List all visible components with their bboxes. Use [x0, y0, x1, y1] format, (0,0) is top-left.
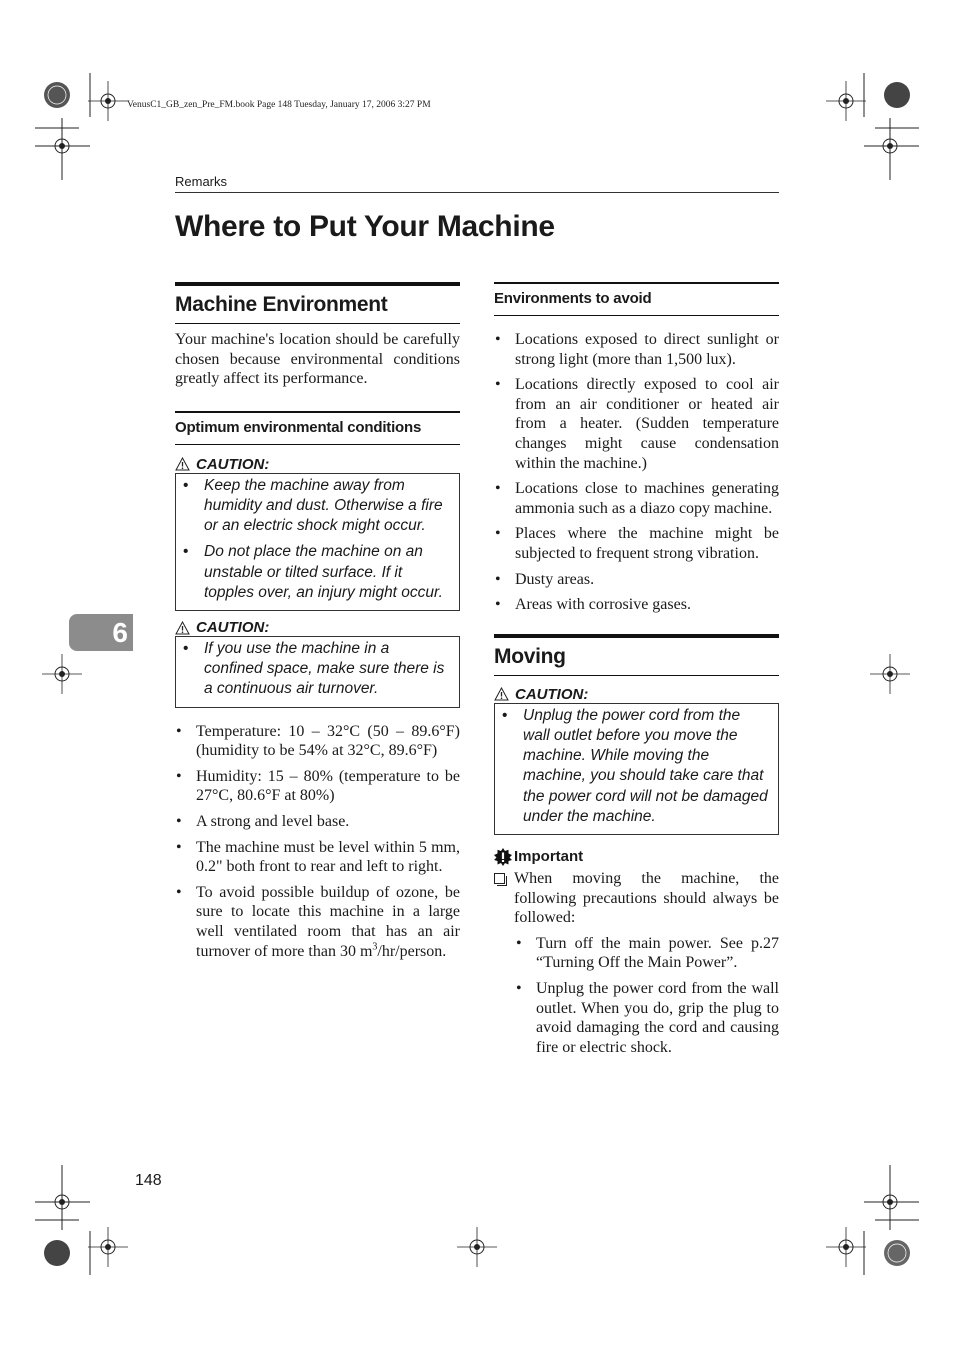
list-item: • The machine must be level within 5 mm, 0.2" both front to rear and left to right. [175, 838, 460, 877]
caution-item: • If you use the machine in a confined space, make sure there is a continuous air turnover. [181, 639, 451, 700]
caution-heading-2 [175, 619, 460, 636]
crosshair-mark [826, 81, 866, 121]
important-badge-icon [494, 848, 512, 866]
optimum-conditions-heading: Optimum environmental conditions [175, 411, 460, 445]
warning-triangle-icon [175, 621, 190, 635]
left-column [175, 282, 460, 967]
caution-heading-1 [175, 456, 460, 473]
page-title: Where to Put Your Machine [175, 210, 555, 243]
avoid-list [494, 330, 779, 615]
crosshair-mark [42, 1182, 82, 1222]
caution-box-3 [494, 703, 779, 835]
important-label: Important [514, 848, 584, 866]
file-stamp: VenusC1_GB_zen_Pre_FM.book Page 148 Tuesday, January 17, 2006 3:27 PM [127, 100, 431, 110]
precautions-list [514, 934, 779, 1058]
crosshair-mark [42, 126, 82, 166]
list-item-text: To avoid possible buildup of ozone, be sure to locate this machine in a large well ventilated room that has an air turnover of more than 30 m [196, 883, 460, 960]
caution-box-1 [175, 473, 460, 611]
intro-paragraph: Your machine's location should be carefully chosen because environmental conditions greatly affect its performance. [175, 331, 460, 388]
crosshair-mark [826, 1227, 866, 1267]
page-number: 148 [135, 1172, 162, 1189]
list-item: • Turn off the main power. See p.27 “Turning Off the Main Power”. [514, 934, 779, 973]
list-item: • Areas with corrosive gases. [494, 595, 779, 615]
warning-triangle-icon [175, 457, 190, 471]
important-item [494, 869, 779, 928]
list-item: • Humidity: 15 – 80% (temperature to be 27°C, 80.6°F at 80%) [175, 767, 460, 806]
caution-heading-3 [494, 686, 779, 703]
caution-item: • Unplug the power cord from the wall outlet before you move the machine. While moving the machine, you should take care that the power cord will not be damaged under the machine. [500, 706, 770, 827]
crosshair-mark [870, 126, 910, 166]
list-item-tail: /hr/person. [377, 942, 447, 960]
list-item: • Locations directly exposed to cool air from an air conditioner or heated air from a heater. (Sudden temperature changes might cause condensation within the machine.) [494, 375, 779, 473]
crosshair-mark [870, 1182, 910, 1222]
caution-item: • Do not place the machine on an unstable or tilted surface. If it topples over, an injury might occur. [181, 542, 451, 603]
list-item: • Locations close to machines generating ammonia such as a diazo copy machine. [494, 479, 779, 518]
list-item [175, 883, 460, 961]
important-heading [494, 848, 779, 866]
list-item: • Unplug the power cord from the wall outlet. When you do, grip the plug to avoid damaging the cord and causing fire or electric shock. [514, 979, 779, 1057]
list-item: • A strong and level base. [175, 812, 460, 832]
caution-label: CAUTION: [515, 685, 589, 703]
chapter-tab: 6 [69, 614, 133, 651]
superscript: 3 [372, 941, 378, 953]
crosshair-mark [870, 654, 910, 694]
crosshair-mark [88, 81, 128, 121]
right-column [494, 282, 779, 1063]
moving-heading: Moving [494, 634, 779, 676]
header-rule [175, 192, 779, 193]
warning-triangle-icon [494, 687, 509, 701]
list-item: • Dusty areas. [494, 570, 779, 590]
important-text: When moving the machine, the following precautions should always be followed: [514, 869, 779, 927]
conditions-list [175, 722, 460, 962]
caution-box-2 [175, 636, 460, 708]
machine-environment-heading: Machine Environment [175, 282, 460, 324]
crosshair-mark [42, 654, 82, 694]
crosshair-mark [88, 1227, 128, 1267]
environments-to-avoid-heading: Environments to avoid [494, 282, 779, 316]
list-item: • Temperature: 10 – 32°C (50 – 89.6°F) (humidity to be 54% at 32°C, 89.6°F) [175, 722, 460, 761]
caution-label: CAUTION: [196, 455, 270, 473]
list-item: • Locations exposed to direct sunlight or strong light (more than 1,500 lux). [494, 330, 779, 369]
caution-label: CAUTION: [196, 619, 270, 636]
checkbox-icon [494, 873, 505, 884]
crosshair-mark [457, 1227, 497, 1267]
caution-item: • Keep the machine away from humidity and dust. Otherwise a fire or an electric shock might occur. [181, 476, 451, 537]
list-item: • Places where the machine might be subjected to frequent strong vibration. [494, 524, 779, 563]
running-head: Remarks [175, 174, 228, 189]
